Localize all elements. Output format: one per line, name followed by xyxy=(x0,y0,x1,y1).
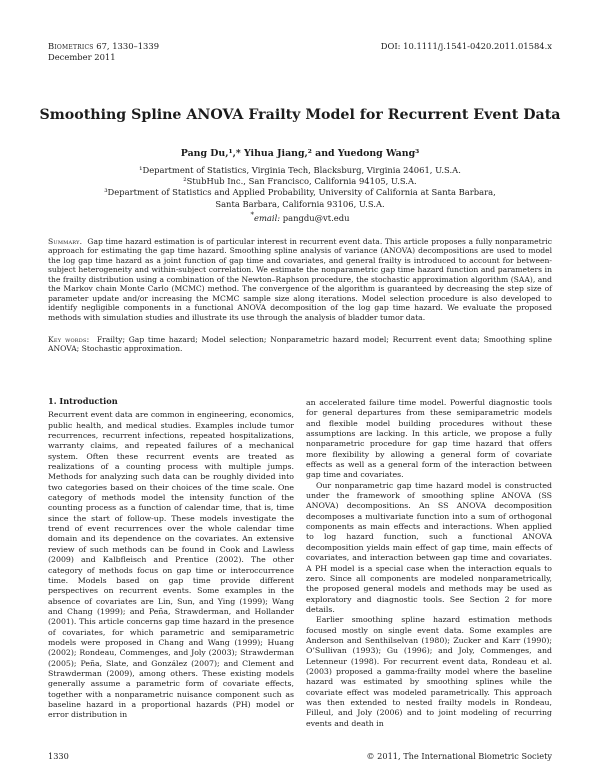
abstract-text: Gap time hazard estimation is of particular interest in recurrent event data. This article proposes a fully nonparametric approach for estimating the gap time hazard. Smoothing spline analysis of variance (ANOVA) decompositions are used to model the log gap time hazard as a joint function of gap time and covariates, and general frailty is introduced to account for between-subject heterogeneity and within-subject correlation. We estimate the nonparametric gap time hazard function and parameters in the frailty distribution using a combination of the Newton–Raphson procedure, the stochastic approximation algorithm (SAA), and the Markov chain Monte Carlo (MCMC) method. The convergence of the algorithm is guaranteed by decreasing the step size of parameter update and/or increasing the MCMC sample size along iterations. Model selection procedure is also developed to identify negligible components in a functional ANOVA decomposition of the log gap time hazard. We evaluate the proposed methods with simulation studies and illustrate its use through the analysis of bladder tumor data. xyxy=(48,237,552,322)
affiliation-1: ¹Department of Statistics, Virginia Tech, Blacksburg, Virginia 24061, U.S.A. xyxy=(139,165,461,175)
keywords-text: Frailty; Gap time hazard; Model selection; Nonparametric hazard model; Recurrent event data; Smoothing spline ANOVA; Stochastic approximation. xyxy=(48,335,552,354)
doi[interactable]: DOI: 10.1111/j.1541-0420.2011.01584.x xyxy=(380,41,552,51)
email-address[interactable]: pangdu@vt.edu xyxy=(282,212,350,223)
column-left xyxy=(48,396,294,721)
keywords-label: Key words: xyxy=(48,335,90,344)
intro-paragraph-3: Earlier smoothing spline hazard estimation methods focused mostly on single event data. Some examples are Anderson and Senthilselvan (1980); Zucker and Karr (1990); O’Sullivan (1993); Gu (1996); and Joly, Commenges, and Letenneur (1998). For recurrent event data, Rondeau et al. (2003) proposed a gamma-frailty model where the baseline hazard was estimated by smoothing splines while the covariate effect was modeled parametrically. This approach was then extended to nested frailty models in Rondeau, Filleul, and Joly (2006) and to joint modeling of recurring events and death in xyxy=(306,615,552,728)
intro-paragraph-1: Recurrent event data are common in engineering, economics, public health, and medical studies. Examples include tumor recurrences, recurrent infections, repeated hospitalizations, warranty claims, and repeated failures of a mechanical system. Often these recurrent events are treated as realizations of a counting process with multiple jumps. Methods for analyzing such data can be roughly divided into two categories based on their choices of the time scale. One category of methods model the intensity function of the counting process as a function of calendar time, that is, time since the start of follow-up. These models investigate the trend of event recurrences over the whole calendar time domain and its dependence on the covariates. An extensive review of such methods can be found in Cook and Lawless (2009) and Kalbfleisch and Prentice (2002). The other category of methods focus on gap time or interoccurrence time. Models based on gap time provide different perspectives on recurrent events. Some examples in the absence of covariates are Lin, Sun, and Ying (1999); Wang and Chang (1999); and Peña, Strawderman, and Hollander (2001). This article concerns gap time hazard in the presence of covariates, for which parametric and semiparametric models were proposed in Chang and Wang (1999); Huang (2002); Rondeau, Commenges, and Joly (2003); Strawderman (2005); Peña, Slate, and González (2007); and Clement and Strawderman (2009), among others. These existing models generally assume a parametric form of covariate effects, together with a nonparametric nuisance component such as baseline hazard in a proportional hazards (PH) model or error distribution in xyxy=(48,410,294,720)
email-line: *email: pangdu@vt.edu xyxy=(250,210,350,223)
issue-date: December 2011 xyxy=(48,52,116,62)
copyright: © 2011, The International Biometric Society xyxy=(366,751,552,761)
section-heading: 1. Introduction xyxy=(48,396,118,406)
abstract-label: Summary. xyxy=(48,237,83,246)
affiliation-3-cont: Santa Barbara, California 93106, U.S.A. xyxy=(215,198,385,209)
running-header-left xyxy=(48,41,159,63)
affiliation-3: ³Department of Statistics and Applied Probability, University of California at Santa Barbara, xyxy=(104,187,496,198)
author-list: Pang Du,¹,* Yihua Jiang,² and Yuedong Wang³ xyxy=(180,148,420,159)
page-number: 1330 xyxy=(48,751,69,761)
email-label: email: xyxy=(254,212,281,223)
journal-name: Biometrics xyxy=(48,41,94,51)
affiliation-2: ²StubHub Inc., San Francisco, California 94105, U.S.A. xyxy=(183,176,417,187)
intro-paragraph-2: Our nonparametric gap time hazard model is constructed under the framework of smoothing spline ANOVA (SS ANOVA) decompositions. An SS ANOVA decomposition decomposes a multivariate function into a sum of orthogonal components as main effects and interactions. When applied to log hazard function, such a functional ANOVA decomposition yields main effect of gap time, main effects of covariates, and interaction between gap time and covariates. A PH model is a special case when the interaction equals to zero. Since all components are modeled nonparametrically, the proposed general models and methods may be used as exploratory and diagnostic tools. See Section 2 for more details. xyxy=(306,480,552,614)
affiliations xyxy=(0,165,600,224)
volume-pages: 67, 1330–1339 xyxy=(96,41,160,51)
abstract xyxy=(48,237,552,322)
keywords xyxy=(48,335,552,354)
article-title: Smoothing Spline ANOVA Frailty Model for Recurrent Event Data xyxy=(39,107,561,123)
intro-paragraph-1-cont: an accelerated failure time model. Powerful diagnostic tools for general departures from these semiparametric models and flexible model building procedures without these assumptions are lacking. In this article, we propose a fully nonparametric procedure for gap time hazard that offers more flexibility by allowing a general form of covariate effects as well as a general form of the interaction between gap time and covariates. xyxy=(306,398,552,480)
column-right xyxy=(306,398,552,729)
